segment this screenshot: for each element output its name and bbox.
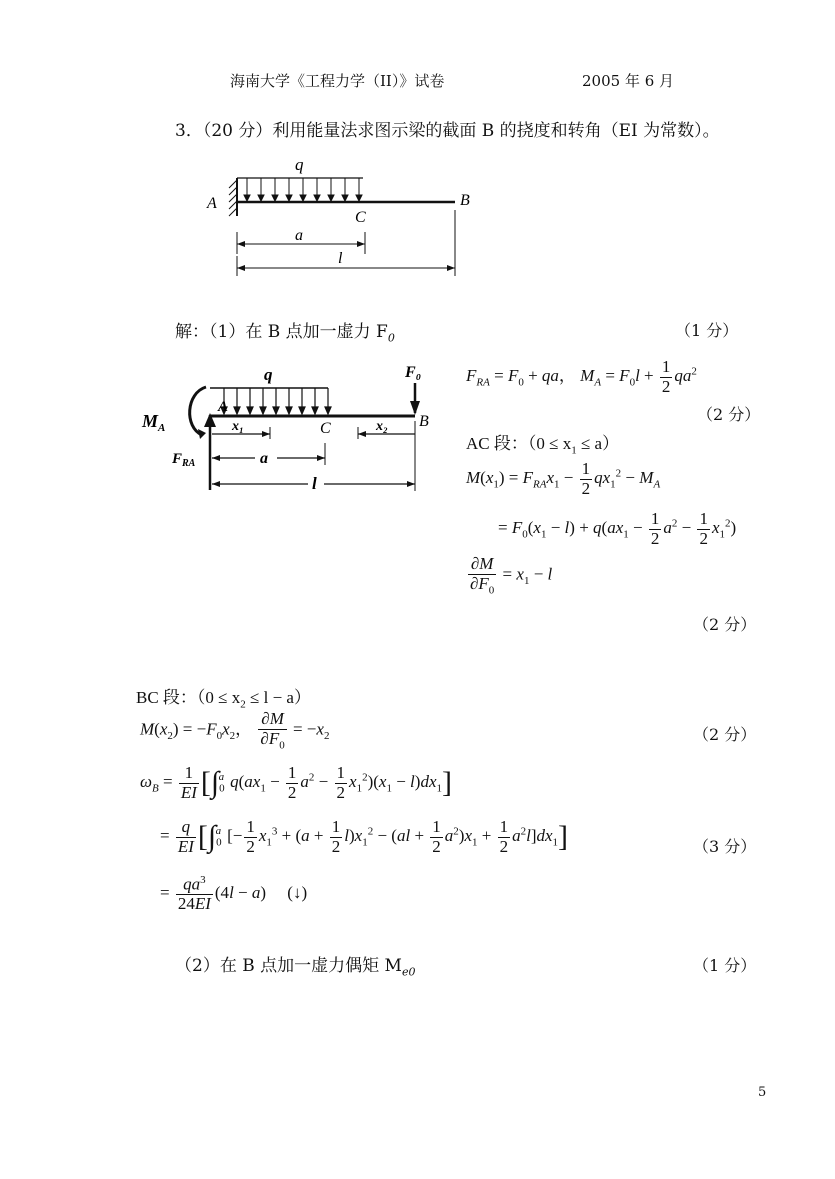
question-text: 3．（20 分）利用能量法求图示梁的截面 B 的挠度和转角（EI 为常数）。 <box>175 121 720 141</box>
fbd-distributed-load-arrows <box>221 388 331 414</box>
ac-moment-eq1: $M(x_1) = F_{RA}x_1$ − $\frac{1}{2}$ $qx_1^2 - M_A$ <box>466 459 661 498</box>
reaction-equation: $F_{RA} = F_0$ + qa， $M_A = F_0l$ + $\frac{1}{2}$ $qa^2$ <box>466 357 697 396</box>
step1-text: 解：（1）在 B 点加一虚力 $F_0$ <box>175 322 395 345</box>
ac-segment-label: AC 段：$(0 \le x_1 \le a)$ <box>466 434 620 457</box>
ac-score: （2 分） <box>693 615 757 634</box>
distributed-load-arrows <box>244 178 362 201</box>
label-x2: x₂ <box>376 419 388 434</box>
free-body-figure <box>140 355 440 495</box>
step2-text: （2）在 B 点加一虚力偶矩 $M_{e0}$ <box>175 956 416 979</box>
label-B: B <box>419 413 429 430</box>
header-title: 海南大学《工程力学（II）》试卷 <box>230 72 445 90</box>
label-FRA: $F_{RA}$ <box>172 451 196 469</box>
deflection-eq1: $\omega_B$ = $\frac{1}{EI}$ [$\int_0^a$ $q(ax_1$ − $\frac{1}{2}$ $a^2$ − $\frac{1}{2}$ $x_1^2)(x_1 - l)dx_1$] <box>140 763 452 802</box>
label-x1: x₁ <box>232 419 244 434</box>
ac-moment-eq2: = $F_0(x_1 - l) + q(ax_1$ − $\frac{1}{2}$ $a^2$ − $\frac{1}{2}$ $x_1^2$) <box>498 509 737 548</box>
label-q: q <box>295 155 304 174</box>
moment-arrow <box>190 387 206 435</box>
header-date: 2005 年 6 月 <box>582 72 675 90</box>
bc-score: （2 分） <box>693 725 757 744</box>
step2-score: （1 分） <box>693 956 757 975</box>
deflection-eq2: = $\frac{q}{EI}$ [$\int_0^a$ [− $\frac{1}{2}$ $x_1^3 + (a$ + $\frac{1}{2}$ $l)x_1^2 - (al$ + $\frac{1}{2}$ $a^2)x_1$ + $\frac{1}{2}$ $a^2l]dx_1$] <box>160 817 569 856</box>
page-number: 5 <box>758 1085 767 1100</box>
label-q: q <box>264 365 273 384</box>
label-l: l <box>338 250 343 267</box>
beam-figure <box>195 150 495 280</box>
label-a: a <box>260 450 268 467</box>
label-C: C <box>355 209 366 226</box>
label-A: A <box>218 399 229 415</box>
ac-derivative: $\frac{\partial M}{\partial F_0}$ = $x_1 - l$ <box>470 554 553 597</box>
bc-moment-eq: $M(x_2) = -F_0x_2$， $\frac{\partial M}{\partial F_0}$ = $-x_2$ <box>140 709 330 752</box>
label-MA: $M_A$ <box>142 411 166 434</box>
reactions-score: （2 分） <box>697 405 761 424</box>
label-C: C <box>320 420 331 437</box>
bc-segment-label: BC 段：$(0 \le x_2 \le l - a)$ <box>136 688 311 711</box>
fixed-support-hatch <box>229 180 237 216</box>
label-A: A <box>207 195 217 212</box>
label-l: l <box>312 474 317 493</box>
label-B: B <box>460 192 470 209</box>
label-F0: F₀ <box>405 364 422 381</box>
label-a: a <box>295 227 303 244</box>
deflection-result: = $\frac{qa^3}{24EI}$ (4l − a) (↓) <box>160 874 308 914</box>
step1-score: （1 分） <box>675 321 739 340</box>
integral-score: （3 分） <box>693 837 757 856</box>
